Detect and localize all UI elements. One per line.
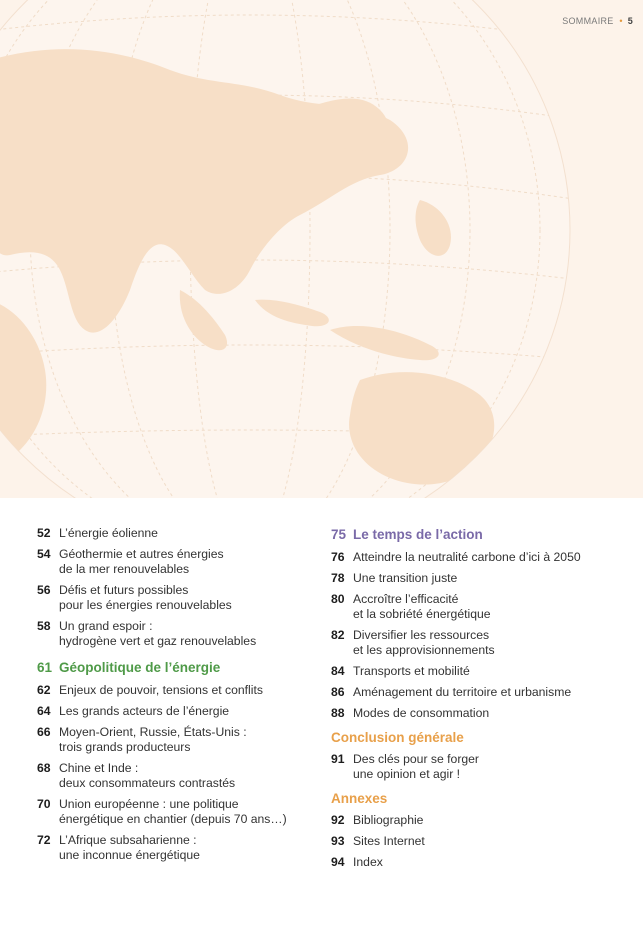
toc-page-number: 91 — [331, 752, 345, 766]
toc-entry[interactable] — [331, 628, 631, 658]
toc-entry-text: et la sobriété énergétique — [353, 607, 491, 621]
section-page-number: 61 — [37, 660, 53, 675]
toc-section-heading-geopolitique[interactable] — [37, 659, 317, 676]
toc-entry[interactable] — [37, 797, 317, 827]
toc-page-number: 76 — [331, 550, 345, 564]
toc-entry-text: L’énergie éolienne — [59, 526, 158, 540]
toc-page-number: 84 — [331, 664, 345, 678]
toc-entry[interactable] — [37, 725, 317, 755]
toc-entry-text: Accroître l’efficacité — [353, 592, 459, 606]
toc-entry-text: une inconnue énergétique — [59, 848, 200, 862]
toc-page-number: 64 — [37, 704, 51, 718]
toc-entry[interactable] — [37, 547, 317, 577]
section-title: Géopolitique de l’énergie — [59, 660, 221, 675]
toc-page-number: 70 — [37, 797, 51, 811]
toc-entry-text: et les approvisionnements — [353, 643, 495, 657]
header-label: SOMMAIRE — [562, 16, 614, 26]
toc-page-number: 58 — [37, 619, 51, 633]
toc-page-number: 94 — [331, 855, 345, 869]
toc-entry[interactable] — [331, 550, 631, 565]
section-page-number: 75 — [331, 527, 347, 542]
toc-page-number: 62 — [37, 683, 51, 697]
toc-section-heading-annexes[interactable]: Annexes — [331, 791, 388, 806]
toc-page-number: 82 — [331, 628, 345, 642]
toc-entry[interactable] — [37, 683, 317, 698]
toc-entry-text: Chine et Inde : — [59, 761, 139, 775]
section-title: Le temps de l’action — [353, 527, 483, 542]
page-header — [562, 16, 633, 26]
toc-entry-text: Sites Internet — [353, 834, 425, 848]
toc-page-number: 66 — [37, 725, 51, 739]
toc-entry[interactable] — [331, 592, 631, 622]
toc-group-left-a — [37, 526, 317, 649]
toc-entry-text: L’Afrique subsaharienne : — [59, 833, 197, 847]
toc-entry-text: Union européenne : une politique — [59, 797, 239, 811]
toc-entry-text: une opinion et agir ! — [353, 767, 461, 781]
toc-entry[interactable] — [331, 706, 631, 721]
toc-section-heading-action[interactable] — [331, 526, 631, 543]
toc-entry-text: deux consommateurs contrastés — [59, 776, 236, 790]
toc-entry[interactable] — [37, 833, 317, 863]
toc-section-heading-conclusion[interactable]: Conclusion générale — [331, 730, 464, 745]
toc-entry-text: trois grands producteurs — [59, 740, 191, 754]
toc-entry-text: Des clés pour se forger — [353, 752, 479, 766]
toc-entry-text: Transports et mobilité — [353, 664, 470, 678]
toc-entry[interactable] — [331, 685, 631, 700]
toc-entry-text: Enjeux de pouvoir, tensions et conflits — [59, 683, 263, 697]
toc-entry-text: Aménagement du territoire et urbanisme — [353, 685, 572, 699]
toc-page-number: 72 — [37, 833, 51, 847]
toc-right-column — [331, 526, 631, 876]
toc-page-number: 78 — [331, 571, 345, 585]
toc-entry-text: Index — [353, 855, 383, 869]
toc-entry[interactable] — [331, 571, 631, 586]
toc-entry-text: Atteindre la neutralité carbone d’ici à 2050 — [353, 550, 581, 564]
toc-entry[interactable] — [37, 583, 317, 613]
toc-entry[interactable] — [37, 704, 317, 719]
toc-page-number: 92 — [331, 813, 345, 827]
toc-entry-text: hydrogène vert et gaz renouvelables — [59, 634, 257, 648]
toc-entry-text: Géothermie et autres énergies — [59, 547, 224, 561]
toc-page-number: 93 — [331, 834, 345, 848]
toc-entry-text: pour les énergies renouvelables — [59, 598, 232, 612]
toc-entry-text: Une transition juste — [353, 571, 458, 585]
toc-entry-text: Diversifier les ressources — [353, 628, 490, 642]
toc-entry-text: Défis et futurs possibles — [59, 583, 189, 597]
toc-page-number: 52 — [37, 526, 51, 540]
toc-entry[interactable] — [331, 834, 631, 849]
toc-page-number: 56 — [37, 583, 51, 597]
header-separator: • — [619, 16, 623, 26]
toc-group-right-c — [331, 813, 631, 870]
toc-page-number: 54 — [37, 547, 51, 561]
toc-entry-text: Moyen-Orient, Russie, États-Unis : — [59, 725, 247, 739]
toc-page-number: 88 — [331, 706, 345, 720]
toc-entry-text: Modes de consommation — [353, 706, 490, 720]
toc-entry[interactable] — [331, 664, 631, 679]
toc-entry[interactable] — [331, 752, 631, 782]
toc-entry[interactable] — [37, 526, 317, 541]
toc-entry-text: de la mer renouvelables — [59, 562, 190, 576]
toc-left-column — [37, 526, 317, 869]
toc-page-number: 80 — [331, 592, 345, 606]
toc-page-number: 86 — [331, 685, 345, 699]
toc-entry[interactable] — [331, 813, 631, 828]
toc-entry-text: énergétique en chantier (depuis 70 ans…) — [59, 812, 287, 826]
toc-group-right-a — [331, 550, 631, 721]
toc-entry[interactable] — [37, 619, 317, 649]
toc-page-number: 68 — [37, 761, 51, 775]
toc-entry-text: Bibliographie — [353, 813, 424, 827]
toc-entry[interactable] — [37, 761, 317, 791]
toc-entry-text: Un grand espoir : — [59, 619, 153, 633]
header-page-number: 5 — [627, 16, 633, 26]
toc-group-left-b — [37, 683, 317, 863]
toc-entry[interactable] — [331, 855, 631, 870]
toc-entry-text: Les grands acteurs de l’énergie — [59, 704, 230, 718]
